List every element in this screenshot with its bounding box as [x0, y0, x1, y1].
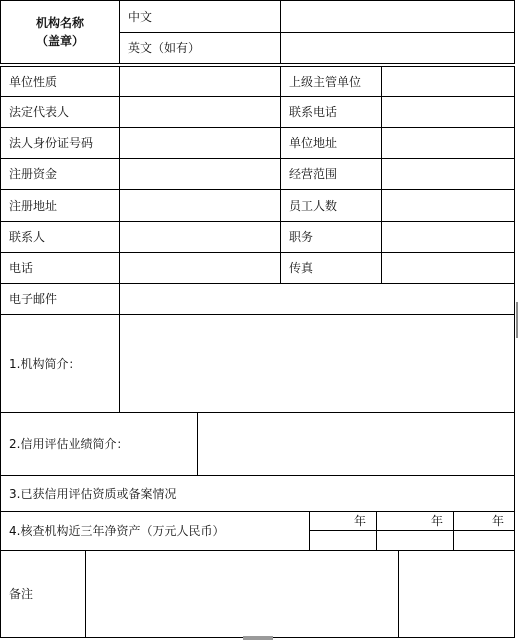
intro-label: 1.机构简介：: [0, 314, 120, 413]
business-scope-label: 经营范围: [280, 158, 382, 190]
business-scope-field[interactable]: [381, 158, 515, 190]
remarks-field[interactable]: [85, 550, 399, 638]
legal-id-label: 法人身份证号码: [0, 127, 120, 159]
unit-nature-label: 单位性质: [0, 66, 120, 97]
contact-person-label: 联系人: [0, 221, 120, 253]
email-label: 电子邮件: [0, 283, 120, 315]
net-assets-label: 4.核查机构近三年净资产（万元人民币）: [0, 511, 310, 551]
staff-count-field[interactable]: [381, 189, 515, 222]
org-seal-note: （盖章）: [35, 34, 84, 48]
fax-label: 传真: [280, 252, 382, 284]
unit-address-label: 单位地址: [280, 127, 382, 159]
phone-label: 电话: [0, 252, 120, 284]
year-3-value[interactable]: [453, 530, 515, 551]
superior-unit-label: 上级主管单位: [280, 66, 382, 97]
qualifications-label: 3.已获信用评估资质或备案情况: [0, 475, 515, 512]
unit-nature-field[interactable]: [119, 66, 281, 97]
position-label: 职务: [280, 221, 382, 253]
credit-performance-field[interactable]: [197, 412, 515, 476]
superior-unit-field[interactable]: [381, 66, 515, 97]
page-indicator: [243, 636, 273, 640]
reg-capital-field[interactable]: [119, 158, 281, 190]
year-2-value[interactable]: [376, 530, 454, 551]
contact-phone-label: 联系电话: [280, 96, 382, 128]
year-3-label: 年: [453, 511, 515, 531]
org-name-title: 机构名称: [35, 16, 84, 30]
reg-capital-label: 注册资金: [0, 158, 120, 190]
intro-field[interactable]: [119, 314, 515, 413]
staff-count-label: 员工人数: [280, 189, 382, 222]
reg-address-label: 注册地址: [0, 189, 120, 222]
year-1-value[interactable]: [309, 530, 377, 551]
legal-rep-label: 法定代表人: [0, 96, 120, 128]
position-field[interactable]: [381, 221, 515, 253]
org-name-chinese-field[interactable]: [280, 0, 515, 33]
year-2-label: 年: [376, 511, 454, 531]
phone-field[interactable]: [119, 252, 281, 284]
email-field[interactable]: [119, 283, 515, 315]
legal-rep-field[interactable]: [119, 96, 281, 128]
year-1-label: 年: [309, 511, 377, 531]
remarks-label: 备注: [0, 550, 86, 638]
org-name-english-label: 英文（如有）: [119, 32, 281, 64]
org-name-english-field[interactable]: [280, 32, 515, 64]
unit-address-field[interactable]: [381, 127, 515, 159]
credit-performance-label: 2.信用评估业绩简介：: [0, 412, 198, 476]
reg-address-field[interactable]: [119, 189, 281, 222]
legal-id-field[interactable]: [119, 127, 281, 159]
org-name-chinese-label: 中文: [119, 0, 281, 33]
fax-field[interactable]: [381, 252, 515, 284]
remarks-extra-field[interactable]: [398, 550, 515, 638]
contact-person-field[interactable]: [119, 221, 281, 253]
contact-phone-field[interactable]: [381, 96, 515, 128]
org-name-label: [0, 0, 120, 64]
scrollbar-mark[interactable]: [516, 302, 518, 338]
